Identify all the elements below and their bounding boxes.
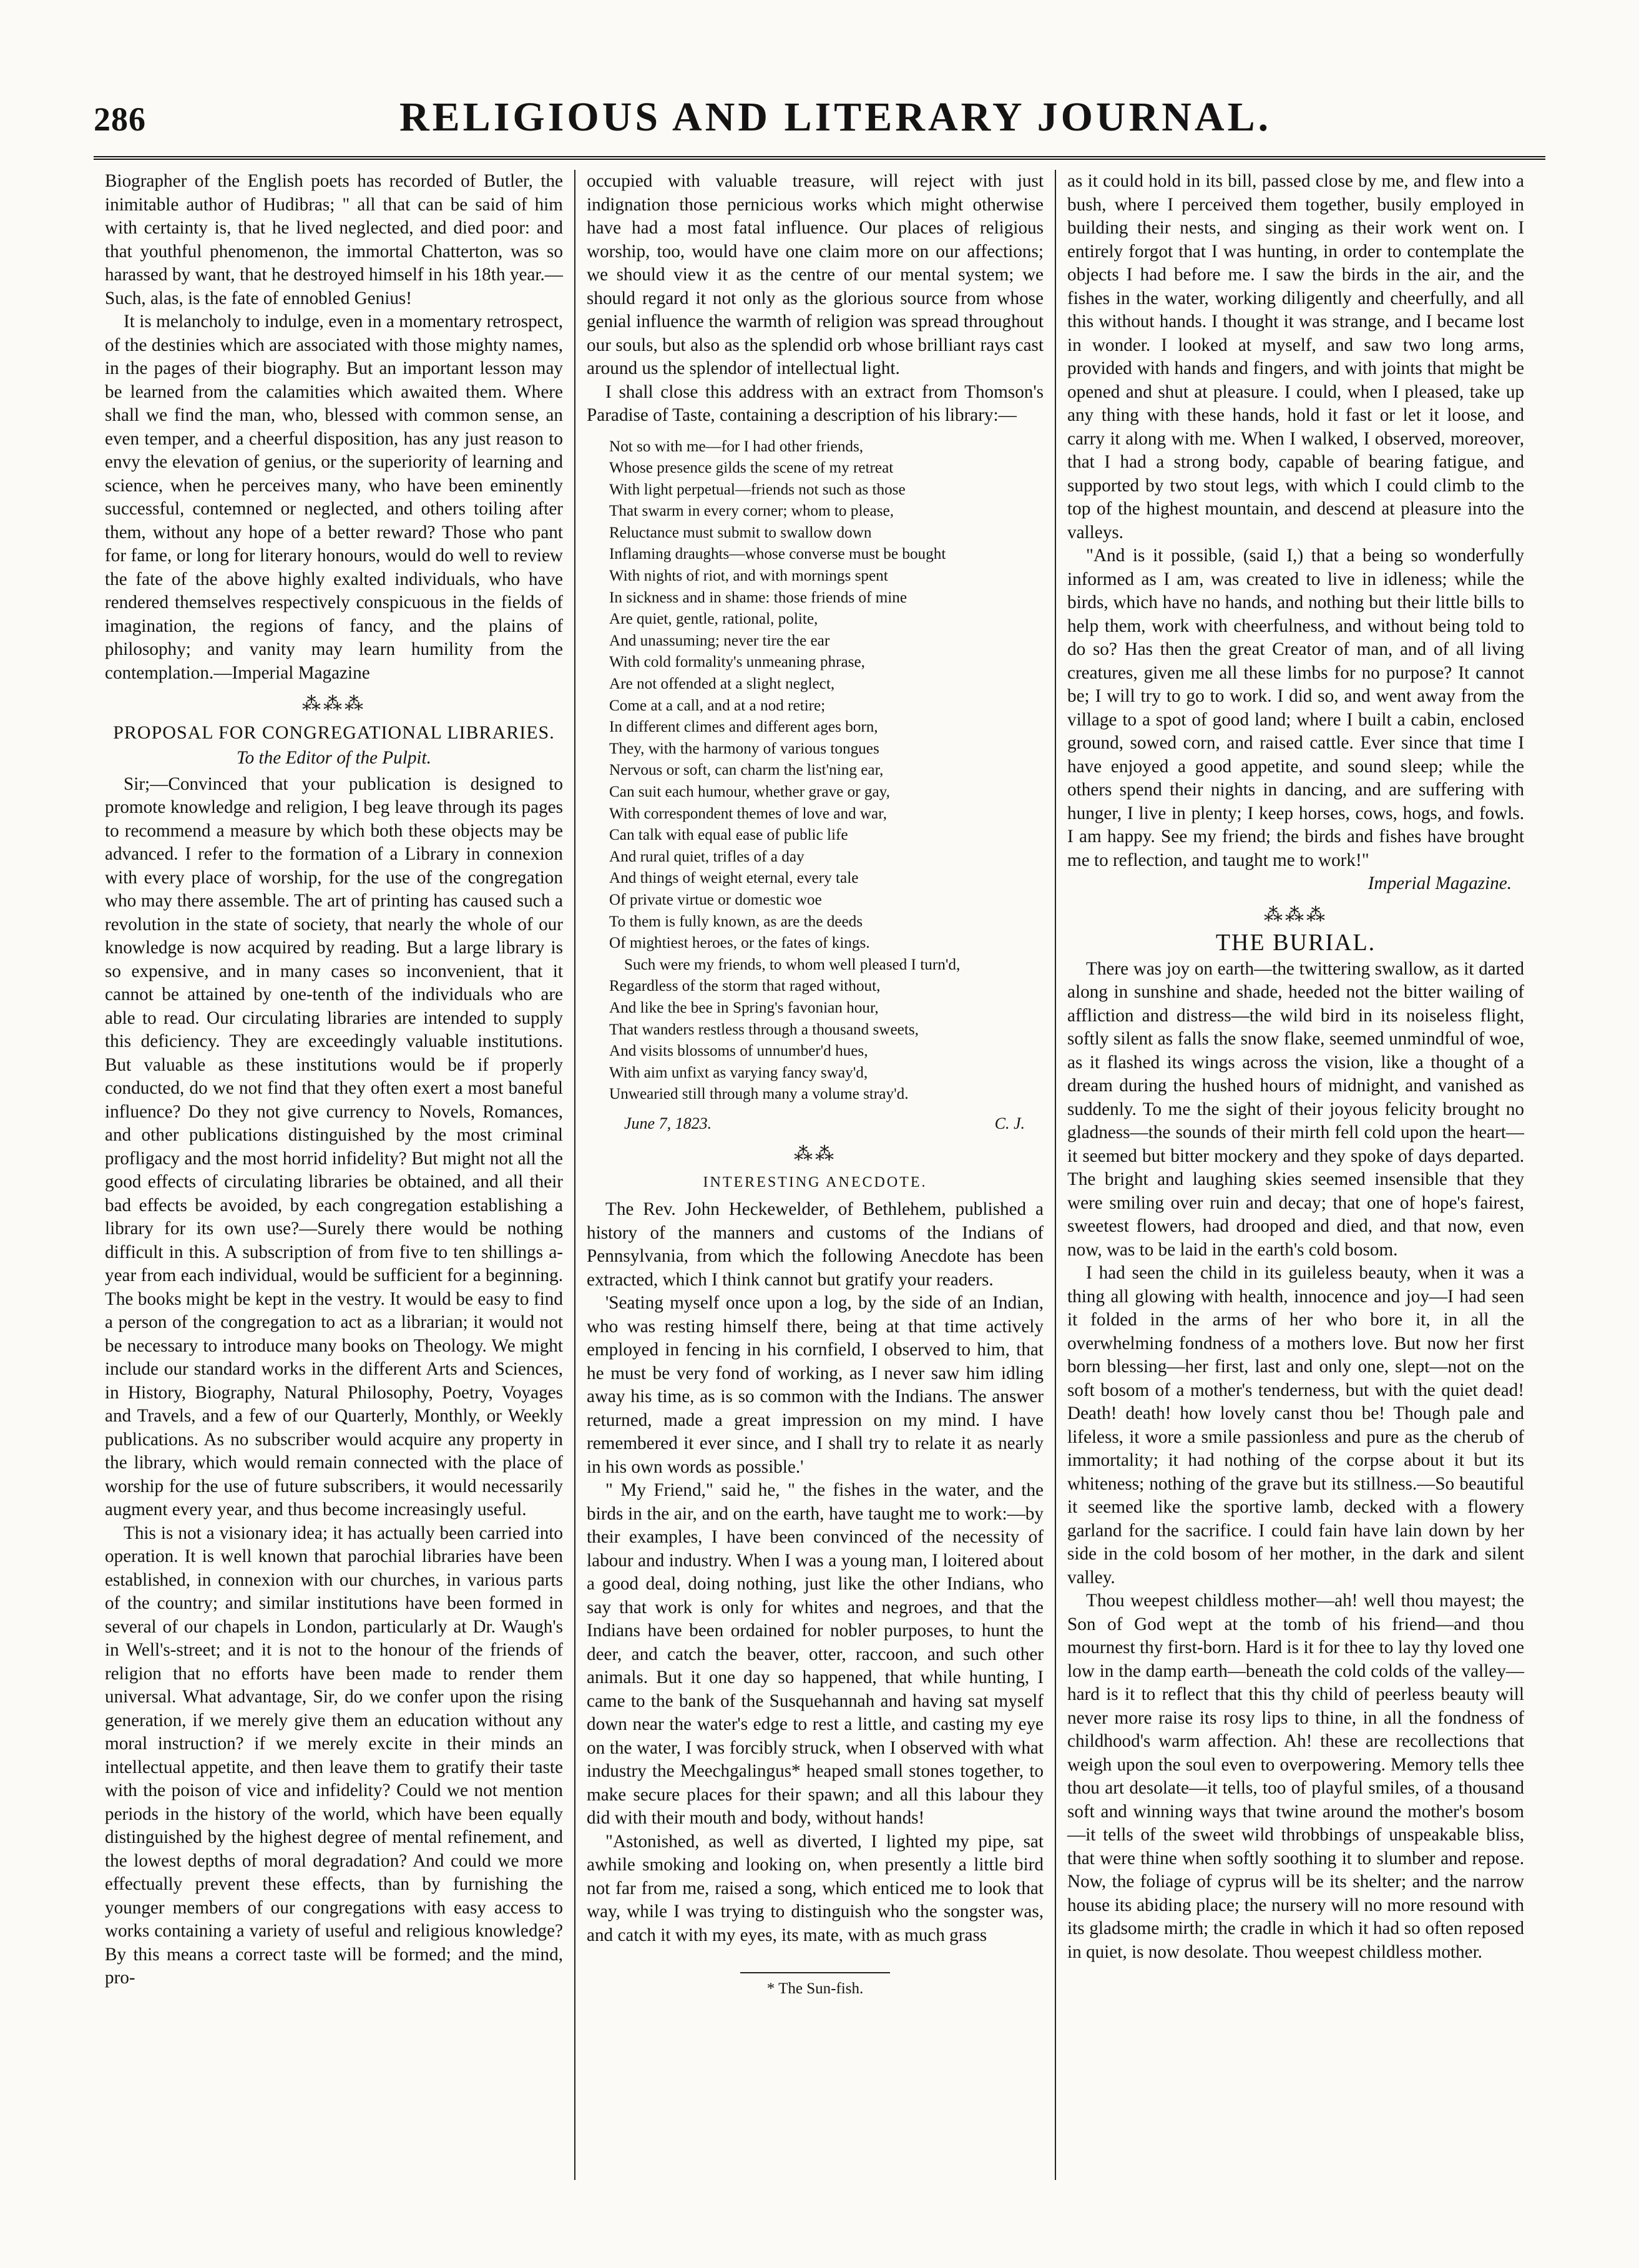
poem-dateline <box>587 1111 1044 1136</box>
column-right <box>1055 170 1535 2180</box>
poem-line: Unwearied still through many a volume stray'd. <box>609 1086 909 1103</box>
poem-extract <box>587 436 1044 1106</box>
poem-line: Can suit each humour, whether grave or gay, <box>609 783 890 800</box>
article-heading-burial: THE BURIAL. <box>1215 930 1376 956</box>
poem-line: Are not offended at a slight neglect, <box>609 675 835 693</box>
poem-line: Regardless of the storm that raged without, <box>609 978 881 995</box>
paragraph-continued: as it could hold in its bill, passed close by me, and flew into a bush, where I perceived them together, busily employed in building their nests, and singing as their work went on. I entirely forgot that I was hunting, in order to contemplate the objects I had before me. I saw the birds in the air, and the fishes in the water, working diligently and cheerfully, and all this without hands. I thought it was strange, and I became lost in wonder. I looked at myself, and saw two long arms, provided with hands and fingers, and with joints that might be opened and shut at pleasure. I could, when I pleased, take up any thing with these hands, hold it fast or let it loose, and carry it along with me. When I walked, I observed, moreover, that I had a strong body, capable of bearing fatigue, and supported by two stout legs, with which I could climb to the top of the highest mountain, and descend at pleasure into the valleys. <box>1067 171 1524 542</box>
poem-line: Inflaming draughts—whose converse must be bought <box>609 546 946 563</box>
section-ornament: ⁂⁂ <box>794 1144 836 1165</box>
poem-line: They, with the harmony of various tongues <box>609 740 879 757</box>
column-left <box>94 170 574 2180</box>
paragraph-my-friend: " My Friend," said he, " the fishes in the water, and the birds in the air, and on the earth, have taught me to work:—by their examples, I have been convinced of the necessity of labour and industry. When I was a young man, I loitered about a good deal, doing nothing, just like the other Indians, who say that work is only for whites and negroes, and that the Indians have been ordained for nobler purposes, to hunt the deer, and catch the beaver, otter, raccoon, and such other animals. But it one day so happened, that while hunting, I came to the bank of the Susquehannah and having sat myself down near the water's edge to rest a little, and casting my eye on the water, I was forcibly struck, when I observed with what industry the Meechgalingus* heaped small stones together, to make secure places for their spawn; and all this labour they did with their mouth and body, without hands! <box>587 1480 1044 1829</box>
paragraph-rev: The Rev. John Heckewelder, of Bethlehem, published a history of the manners and customs of the Indians of Pennsylvania, from which the following Anecdote has been extracted, which I think cannot but gratify your readers. <box>587 1199 1044 1290</box>
paragraph-is-it-possible: "And is it possible, (said I,) that a being so wonderfully informed as I am, was created to live in idleness; while the birds, which have no hands, and nothing but their little bills to help them, work with cheerfulness, and without being told to do so? Has then the great Creator of man, and of all living creatures, given me all these limbs for no purpose? It cannot be; I will try to go to work. I did so, and went away from the village to a spot of good land; where I built a cabin, enclosed ground, sowed corn, and raised cattle. Ever since that time I have enjoyed a good appetite, and sound sleep; while the others spend their nights in dancing, and are suffering with hunger, I live in plenty; I keep horses, cows, hogs, and fowls. I am happy. See my friend; the birds and fishes have brought me to reflection, and taught me to work!" <box>1067 546 1524 870</box>
poem-line: Such were my friends, to whom well pleased I turn'd, <box>624 956 961 973</box>
column-middle <box>574 170 1055 2180</box>
poem-line: Not so with me—for I had other friends, <box>609 438 864 455</box>
paragraph-melancholy: It is melancholy to indulge, even in a momentary retrospect, of the destinies which are associated with those mighty names, in the pages of their biography. But an important lesson may be learned from the calamities which awaited them. Where shall we find the man, who, blessed with common sense, an even temper, and a cheerful disposition, has any just reason to envy the elevation of genius, or the superiority of learning and science, when he perceives many, who have been eminently successful, contemned or neglected, and others toiling after them, without any hope of a better reward? Those who pant for fame, or long for literary honours, would do well to review the fate of the above highly exalted individuals, who have rendered themselves respectively conspicuous in the fields of imagination, the regions of fancy, and the plains of philosophy; and vanity may learn humility from the contemplation.—Imperial Magazine <box>105 312 563 683</box>
poem-line: With correspondent themes of love and war, <box>609 805 887 822</box>
poem-line: And visits blossoms of unnumber'd hues, <box>609 1043 868 1060</box>
poem-line: That wanders restless through a thousand sweets, <box>609 1021 919 1038</box>
section-ornament: ⁂⁂⁂ <box>1264 904 1328 925</box>
poem-line: Can talk with equal ease of public life <box>609 827 848 844</box>
poem-line: Reluctance must submit to swallow down <box>609 524 872 541</box>
page-number: 286 <box>94 101 146 138</box>
paragraph-child: I had seen the child in its guileless beauty, when it was a thing all glowing with health, innocence and joy—I had seen it folded in the arms of her who bore it, in all the overwhelming fondness of a mothers love. But now her first born blessing—her first, last and only one, slept—not on the soft bosom of a mother's tenderness, but with the quiet dead! Death! death! how lovely canst thou be! Though pale and lifeless, it wore a smile passionless and pure as the cherub of immortality; it had nothing of the corpse about it but its whiteness; nothing of the grave but its stillness.—So beautiful it seemed like the sportive lamb, decked with a flowery garland for the sacrifice. I could fain have lain down by her side in the cold bosom of her mother, in the dark and silent valley. <box>1067 1263 1524 1588</box>
poem-line: And like the bee in Spring's favonian hour, <box>609 999 879 1016</box>
poem-line: With light perpetual—friends not such as those <box>609 481 906 498</box>
poem-line: Nervous or soft, can charm the list'ning ear, <box>609 762 884 779</box>
poem-line: With nights of riot, and with mornings spent <box>609 567 888 585</box>
paragraph-close: I shall close this address with an extract from Thomson's Paradise of Taste, containing a description of his library:— <box>587 381 1044 425</box>
poem-line: To them is fully known, as are the deeds <box>609 913 863 930</box>
source-attribution: Imperial Magazine. <box>1367 873 1512 893</box>
poem-initials: C. J. <box>994 1114 1025 1132</box>
poem-line: And rural quiet, trifles of a day <box>609 848 805 865</box>
article-subheading: To the Editor of the Pulpit. <box>237 748 431 768</box>
page-header <box>94 94 1545 160</box>
poem-line: With cold formality's unmeaning phrase, <box>609 654 865 671</box>
paragraph-astonished: "Astonished, as well as diverted, I lighted my pipe, sat awhile smoking and looking on, when presently a little bird not far from me, raised a song, which enticed me to look that way, while I was trying to distinguish who the songster was, and catch it with my eyes, its mate, with as much grass <box>587 1831 1044 1945</box>
footnote-rule <box>740 1972 890 1973</box>
poem-line: In different climes and different ages born, <box>609 719 878 736</box>
poem-line: That swarm in every corner; whom to please, <box>609 503 894 520</box>
paragraph-seating: 'Seating myself once upon a log, by the side of an Indian, who was resting himself there, being at that time actively employed in fencing in his cornfield, I observed to him, that he must be very fond of working, as I never saw him idling away his time, as is so common with the Indians. The answer returned, made a great impression on my mind. I have remembered it ever since, and I shall try to relate it as nearly in his own words as possible.' <box>587 1293 1044 1477</box>
journal-title: RELIGIOUS AND LITERARY JOURNAL. <box>399 94 1272 140</box>
poem-line: In sickness and in shame: those friends of mine <box>609 589 908 606</box>
text-columns <box>94 170 1545 2180</box>
paragraph-sir: Sir;—Convinced that your publication is designed to promote knowledge and religion, I beg leave through its pages to recommend a measure by which both these objects may be advanced. I refer to the formation of a Library in connexion with every place of worship, for the use of the congregation who may there assemble. The art of printing has caused such a revolution in the state of society, that nearly the whole of our knowledge is now acquired by reading. But a large library is so expensive, and in many cases so inconvenient, that it cannot be attained by one-tenth of the individuals who are able to read. Our circulating libraries are intended to supply this deficiency. They are exceedingly valuable institutions. But valuable as these institutions would be if properly conducted, do we not find that they often exert a most baneful influence? Do they not give currency to Novels, Romances, and other publications distinguished by the most criminal profligacy and the most horrid infidelity? But might not all the good effects of circulating libraries be obtained, and all their bad effects be avoided, by each congregation establishing a library for its own use?—Surely there would be nothing difficult in this. A subscription of from five to ten shillings a-year from each individual, would be sufficient for a beginning. The books might be kept in the vestry. It would be easy to find a person of the congregation to act as a librarian; it would not be necessary to introduce many books on Theology. We might include our standard works in the different Arts and Sciences, in History, Biography, Natural Philosophy, Poetry, Voyages and Travels, and a few of our Quarterly, Monthly, or Weekly publications. As no subscriber would acquire any property in the library, which would remain connected with the place of worship for the use of future subscribers, it would necessarily augment every year, and thus become increasingly useful. <box>105 773 563 1519</box>
poem-line: Of private virtue or domestic woe <box>609 891 822 908</box>
poem-date: June 7, 1823. <box>624 1114 712 1132</box>
paragraph-continued: occupied with valuable treasure, will reject with just indignation those pernicious works which might otherwise have had a most fatal influence. Our places of religious worship, too, would have one claim more on our affections; we should view it as the centre of our mental system; we should regard it not only as the glorious source from whose genial influence the warmth of religion was spread throughout our souls, but also as the splendid orb whose brilliant rays cast around us the splendor of intellectual light. <box>587 171 1044 378</box>
poem-line: Whose presence gilds the scene of my retreat <box>609 459 894 477</box>
poem-line: Are quiet, gentle, rational, polite, <box>609 611 818 628</box>
poem-line: And things of weight eternal, every tale <box>609 870 859 887</box>
paragraph-biographer: Biographer of the English poets has recorded of Butler, the inimitable author of Hudibras; " all that can be said of him with certainty is, that he lived neglected, and died poor: and that youthful phenomenon, the immortal Chatterton, was so harassed by want, that he destroyed himself in his 18th year.—Such, alas, is the fate of ennobled Genius! <box>105 171 563 308</box>
poem-line: And unassuming; never tire the ear <box>609 632 830 649</box>
section-ornament: ⁂⁂⁂ <box>302 694 366 714</box>
footnote: * The Sun-fish. <box>766 1980 864 1998</box>
poem-line: Of mightiest heroes, or the fates of kings. <box>609 935 870 952</box>
poem-line: Come at a call, and at a nod retire; <box>609 697 826 714</box>
article-heading-anecdote: INTERESTING ANECDOTE. <box>703 1174 927 1190</box>
paragraph-visionary: This is not a visionary idea; it has actually been carried into operation. It is well known that parochial libraries have been established, in connexion with our churches, in various parts of the country; and similar institutions have been formed in several of our chapels in London, particularly at Dr. Waugh's in Well's-street; and it is not to the honour of the friends of religion that no efforts have been made to render them universal. What advantage, Sir, do we confer upon the rising generation, if we merely give them an education without any moral instruction? if we merely excite in their minds an intellectual appetite, and then leave them to gratify their taste with the poison of vice and infidelity? Could we not mention periods in the history of the world, which have been equally distinguished by the highest degree of mental refinement, and the lowest depths of moral degradation? And could we more effectually prevent these effects, than by furnishing the younger members of our congregations with easy access to works containing a variety of useful and religious knowledge? By this means a correct taste will be formed; and the mind, pro- <box>105 1523 563 1988</box>
article-heading-libraries: PROPOSAL FOR CONGREGATIONAL LIBRARIES. <box>113 722 555 743</box>
paragraph-weepest: Thou weepest childless mother—ah! well thou mayest; the Son of God wept at the tomb of his friend—and thou mournest thy first-born. Hard is it for thee to lay thy loved one low in the damp earth—beneath the cold colds of the valley—hard is it to reflect that this thy child of peerless beauty will never more raise its rosy lips to thine, in all the fondness of childhood's warm affection. Ah! these are recollections that weigh upon the soul even to overpowering. Memory tells thee thou art desolate—it tells, too of playful smiles, of a thousand soft and winning ways that twine around the mother's bosom—it tells of the sweet wild throbbings of unspeakable bliss, that were thine when softly soothing it to slumber and repose. Now, the foliage of cyprus will be its shelter; and the narrow house its abiding place; the nursery will no more resound with its gladsome mirth; the cradle in which it had so often reposed in quiet, is now desolate. Thou weepest childless mother. <box>1067 1591 1524 1962</box>
paragraph-joy: There was joy on earth—the twittering swallow, as it darted along in sunshine and shade, heeded not the bitter wailing of affliction and distress—the wild bird in its noiseless flight, softly silent as falls the snow flake, seemed unmindful of woe, as it flashed its wings across the vision, like a thought of a dream during the hushed hours of midnight, and vanished as suddenly. To me the sight of their joyous felicity brought no gladness—the sounds of their mirth fell cold upon the heart—it seemed but bitter mockery and they spoke of days departed. The bright and laughing skies seemed insensible that they were smiling over ruin and decay; that one of hope's fairest, sweetest flowers, had drooped and died, and that now, even now, was to be laid in the earth's cold bosom. <box>1067 958 1524 1260</box>
poem-line: With aim unfixt as varying fancy sway'd, <box>609 1064 868 1081</box>
